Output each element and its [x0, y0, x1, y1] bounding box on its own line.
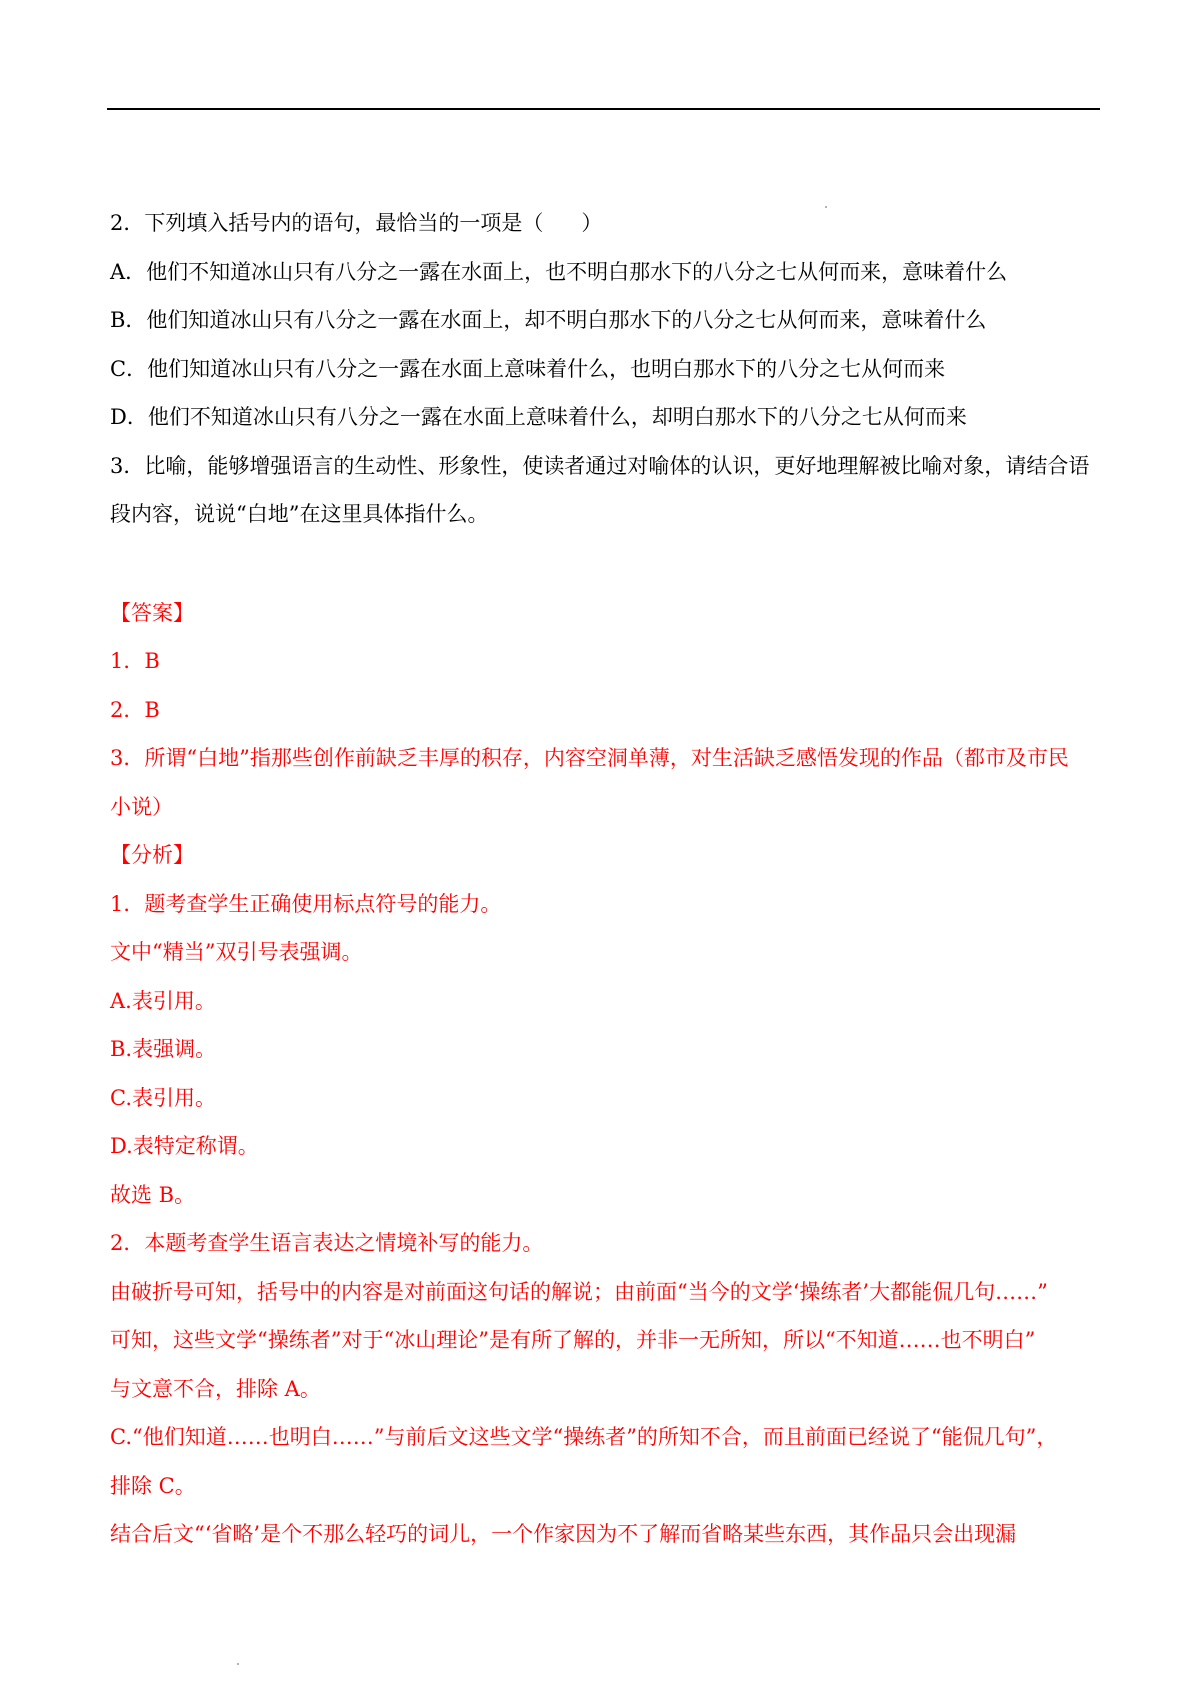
analysis-2-line-1: 由破折号可知，括号中的内容是对前面这句话的解说；由前面“当今的文学‘操练者’大都能侃几句……” [110, 1279, 1048, 1304]
analysis-1-option-a: A.表引用。 [110, 988, 216, 1013]
analysis-2-line-2: 可知，这些文学“操练者”对于“冰山理论”是有所了解的，并非一无所知，所以“不知道……也不明白” [110, 1328, 1036, 1352]
question-2-stem: 2．下列填入括号内的语句，最恰当的一项是（ ） [110, 211, 603, 235]
document-body [110, 199, 1100, 1559]
analysis-2-line-3: 与文意不合，排除 A。 [110, 1376, 321, 1401]
analysis-1-text: 文中“精当”双引号表强调。 [110, 940, 363, 964]
analysis-2-line-6: 结合后文“‘省略’是个不那么轻巧的词儿，一个作家因为不了解而省略某些东西，其作品只会出现漏 [110, 1522, 1017, 1546]
analysis-heading: 【分析】 [110, 843, 194, 867]
answer-2: 2．B [110, 697, 160, 722]
analysis-2-line-4: C.“他们知道……也明白……”与前后文这些文学“操练者”的所知不合，而且前面已经说了“能侃几句”， [110, 1425, 1058, 1449]
question-2-option-c: C．他们知道冰山只有八分之一露在水面上意味着什么，也明白那水下的八分之七从何而来 [110, 356, 946, 381]
analysis-1-title: 1．题考查学生正确使用标点符号的能力。 [110, 891, 502, 916]
question-2-option-b: B．他们知道冰山只有八分之一露在水面上，却不明白那水下的八分之七从何而来，意味着什么 [110, 308, 987, 332]
analysis-1-option-b: B.表强调。 [110, 1037, 217, 1061]
scan-speck [237, 1663, 239, 1665]
analysis-1-option-c: C.表引用。 [110, 1085, 216, 1110]
answer-heading: 【答案】 [110, 600, 194, 625]
analysis-2-line-5: 排除 C。 [110, 1473, 196, 1498]
answer-3-line-1: 3．所谓“白地”指那些创作前缺乏丰厚的积存，内容空洞单薄，对生活缺乏感悟发现的作品（都市及市民 [110, 746, 1069, 770]
analysis-2-title: 2．本题考查学生语言表达之情境补写的能力。 [110, 1231, 544, 1255]
question-2-option-d: D．他们不知道冰山只有八分之一露在水面上意味着什么，却明白那水下的八分之七从何而来 [110, 405, 967, 429]
answer-1: 1．B [110, 649, 160, 673]
header-rule [107, 108, 1100, 110]
question-2-option-a: A．他们不知道冰山只有八分之一露在水面上，也不明白那水下的八分之七从何而来，意味着什么 [110, 259, 1008, 284]
analysis-1-option-d: D.表特定称谓。 [110, 1134, 259, 1158]
question-3-line-1: 3．比喻，能够增强语言的生动性、形象性，使读者通过对喻体的认识，更好地理解被比喻对象，请结合语 [110, 453, 1090, 478]
analysis-1-choice: 故选 B。 [110, 1182, 196, 1207]
question-3-line-2: 段内容，说说“白地”在这里具体指什么。 [110, 502, 489, 526]
answer-3-line-2: 小说） [110, 794, 173, 819]
